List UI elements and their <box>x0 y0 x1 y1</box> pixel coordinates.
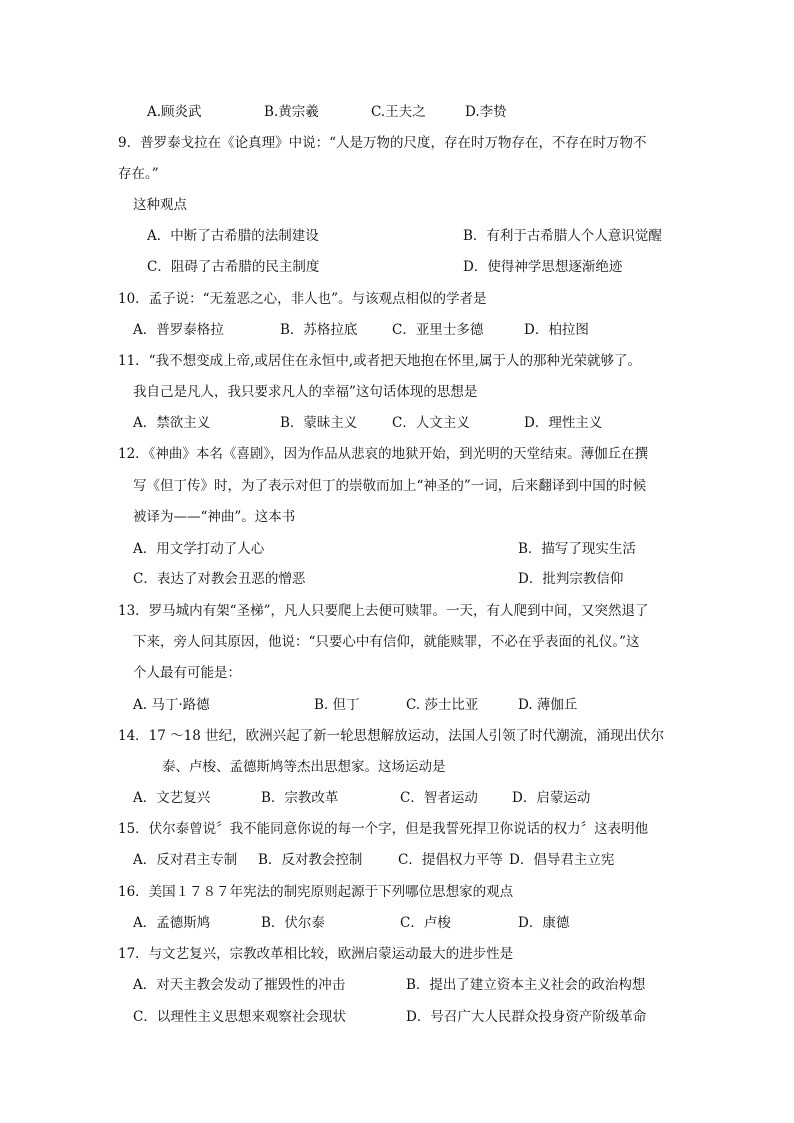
q13-stem-line1: 13．罗马城内有架“圣梯”，凡人只要爬上去便可赎罪。一天，有人爬到中间，又突然退了 <box>118 603 649 619</box>
q9-option-c: C．阻碍了古希腊的民主制度 <box>147 259 320 275</box>
q17-option-b: B．提出了建立资本主义社会的政治构想 <box>406 977 646 993</box>
q14-option-d: D．启蒙运动 <box>512 790 591 806</box>
q14-option-a: A．文艺复兴 <box>133 790 211 806</box>
q12-stem-line2: 写《但丁传》时，为了表示对但丁的崇敬而加上“神圣的”一词，后来翻译到中国的时候 <box>133 478 647 494</box>
q16-stem-line1: 16．美国１７８７年宪法的制宪原则起源于下列哪位思想家的观点 <box>118 884 514 900</box>
q8-option-d: D.李贽 <box>465 104 507 120</box>
q9-option-b: B．有利于古希腊人个人意识觉醒 <box>463 228 662 244</box>
q14-stem-line2: 泰、卢梭、孟德斯鸠等杰出思想家。这场运动是 <box>162 759 446 775</box>
q11-option-a: A．禁欲主义 <box>133 415 211 431</box>
q16-option-c: C．卢梭 <box>400 915 451 931</box>
q14-option-c: C．智者运动 <box>400 790 478 806</box>
q13-stem-line2: 下来，旁人问其原因，他说：“只要心中有信仰，就能赎罪，不必在乎表面的礼仪。”这 <box>133 634 640 650</box>
q9-option-a: A．中断了古希腊的法制建设 <box>147 228 319 244</box>
q15-stem-line1: 15．伏尔泰曾说〞我不能同意你说的每一个字，但是我誓死捍卫你说话的权力〞这表明他 <box>118 821 649 837</box>
q13-option-b: B. 但丁 <box>314 697 360 713</box>
q10-option-d: D．柏拉图 <box>524 322 589 338</box>
q8-option-b: B.黄宗羲 <box>264 104 319 120</box>
q9-stem-line1: 9．普罗泰戈拉在《论真理》中说：“人是万物的尺度，存在时万物存在，不存在时万物不 <box>118 135 647 151</box>
q17-option-c: C．以理性主义思想来观察社会现状 <box>133 1009 346 1025</box>
q10-option-a: A．普罗泰格拉 <box>133 322 224 338</box>
q17-stem-line1: 17．与文艺复兴，宗教改革相比较，欧洲启蒙运动最大的进步性是 <box>118 946 514 962</box>
q12-stem-line3: 被译为——“神曲”。这本书 <box>133 509 296 525</box>
q10-option-b: B．苏格拉底 <box>280 322 358 338</box>
q15-option-d: D．倡导君主立宪 <box>509 852 615 868</box>
q10-stem-line1: 10．孟子说：“无羞恶之心，非人也”。与该观点相似的学者是 <box>118 291 487 307</box>
q16-option-b: B．伏尔泰 <box>261 915 325 931</box>
q13-option-c: C. 莎士比亚 <box>406 697 479 713</box>
q12-option-b: B．描写了现实生活 <box>518 541 636 557</box>
q14-stem-line1: 14．17 ～18 世纪，欧洲兴起了新一轮思想解放运动，法国人引领了时代潮流，涌现出伏尔 <box>118 728 665 744</box>
q17-option-d: D．号召广大人民群众投身资产阶级革命 <box>406 1009 647 1025</box>
q13-option-d: D. 薄伽丘 <box>518 697 578 713</box>
q13-option-a: A. 马丁·路德 <box>133 697 210 713</box>
q9-stem-line2: 存在。” <box>118 166 159 182</box>
q17-option-a: A．对天主教会发动了摧毁性的冲击 <box>133 977 346 993</box>
q8-option-a: A.顾炎武 <box>147 104 202 120</box>
q9-option-d: D．使得神学思想逐渐绝迹 <box>463 259 623 275</box>
q16-option-a: A．孟德斯鸠 <box>133 915 211 931</box>
q12-option-c: C．表达了对教会丑恶的憎恶 <box>133 571 306 587</box>
q15-option-c: C．提倡权力平等 <box>398 852 503 868</box>
q16-option-d: D．康德 <box>518 915 570 931</box>
q11-option-c: C．人文主义 <box>392 415 470 431</box>
q15-option-b: B．反对教会控制 <box>258 852 363 868</box>
q9-stem-line3: 这种观点 <box>133 197 187 213</box>
q8-option-c: C.王夫之 <box>371 104 426 120</box>
q12-option-a: A．用文学打动了人心 <box>133 541 265 557</box>
q11-stem-line2: 我自己是凡人，我只要求凡人的幸福”这句话体现的思想是 <box>133 384 478 400</box>
q11-option-b: B．蒙昧主义 <box>280 415 358 431</box>
q11-stem-line1: 11．“我不想变成上帝,或居住在永恒中,或者把天地抱在怀里,属于人的那种光荣就够了。 <box>118 353 641 369</box>
q10-option-c: C．亚里士多德 <box>392 322 484 338</box>
q13-stem-line3: 个人最有可能是： <box>133 665 241 681</box>
q11-option-d: D．理性主义 <box>524 415 603 431</box>
q12-option-d: D．批判宗教信仰 <box>518 571 624 587</box>
q12-stem-line1: 12．《神曲》本名《喜剧》，因为作品从悲哀的地狱开始，到光明的天堂结束。薄伽丘在撰 <box>118 446 649 462</box>
q15-option-a: A．反对君主专制 <box>133 852 238 868</box>
q14-option-b: B．宗教改革 <box>261 790 339 806</box>
